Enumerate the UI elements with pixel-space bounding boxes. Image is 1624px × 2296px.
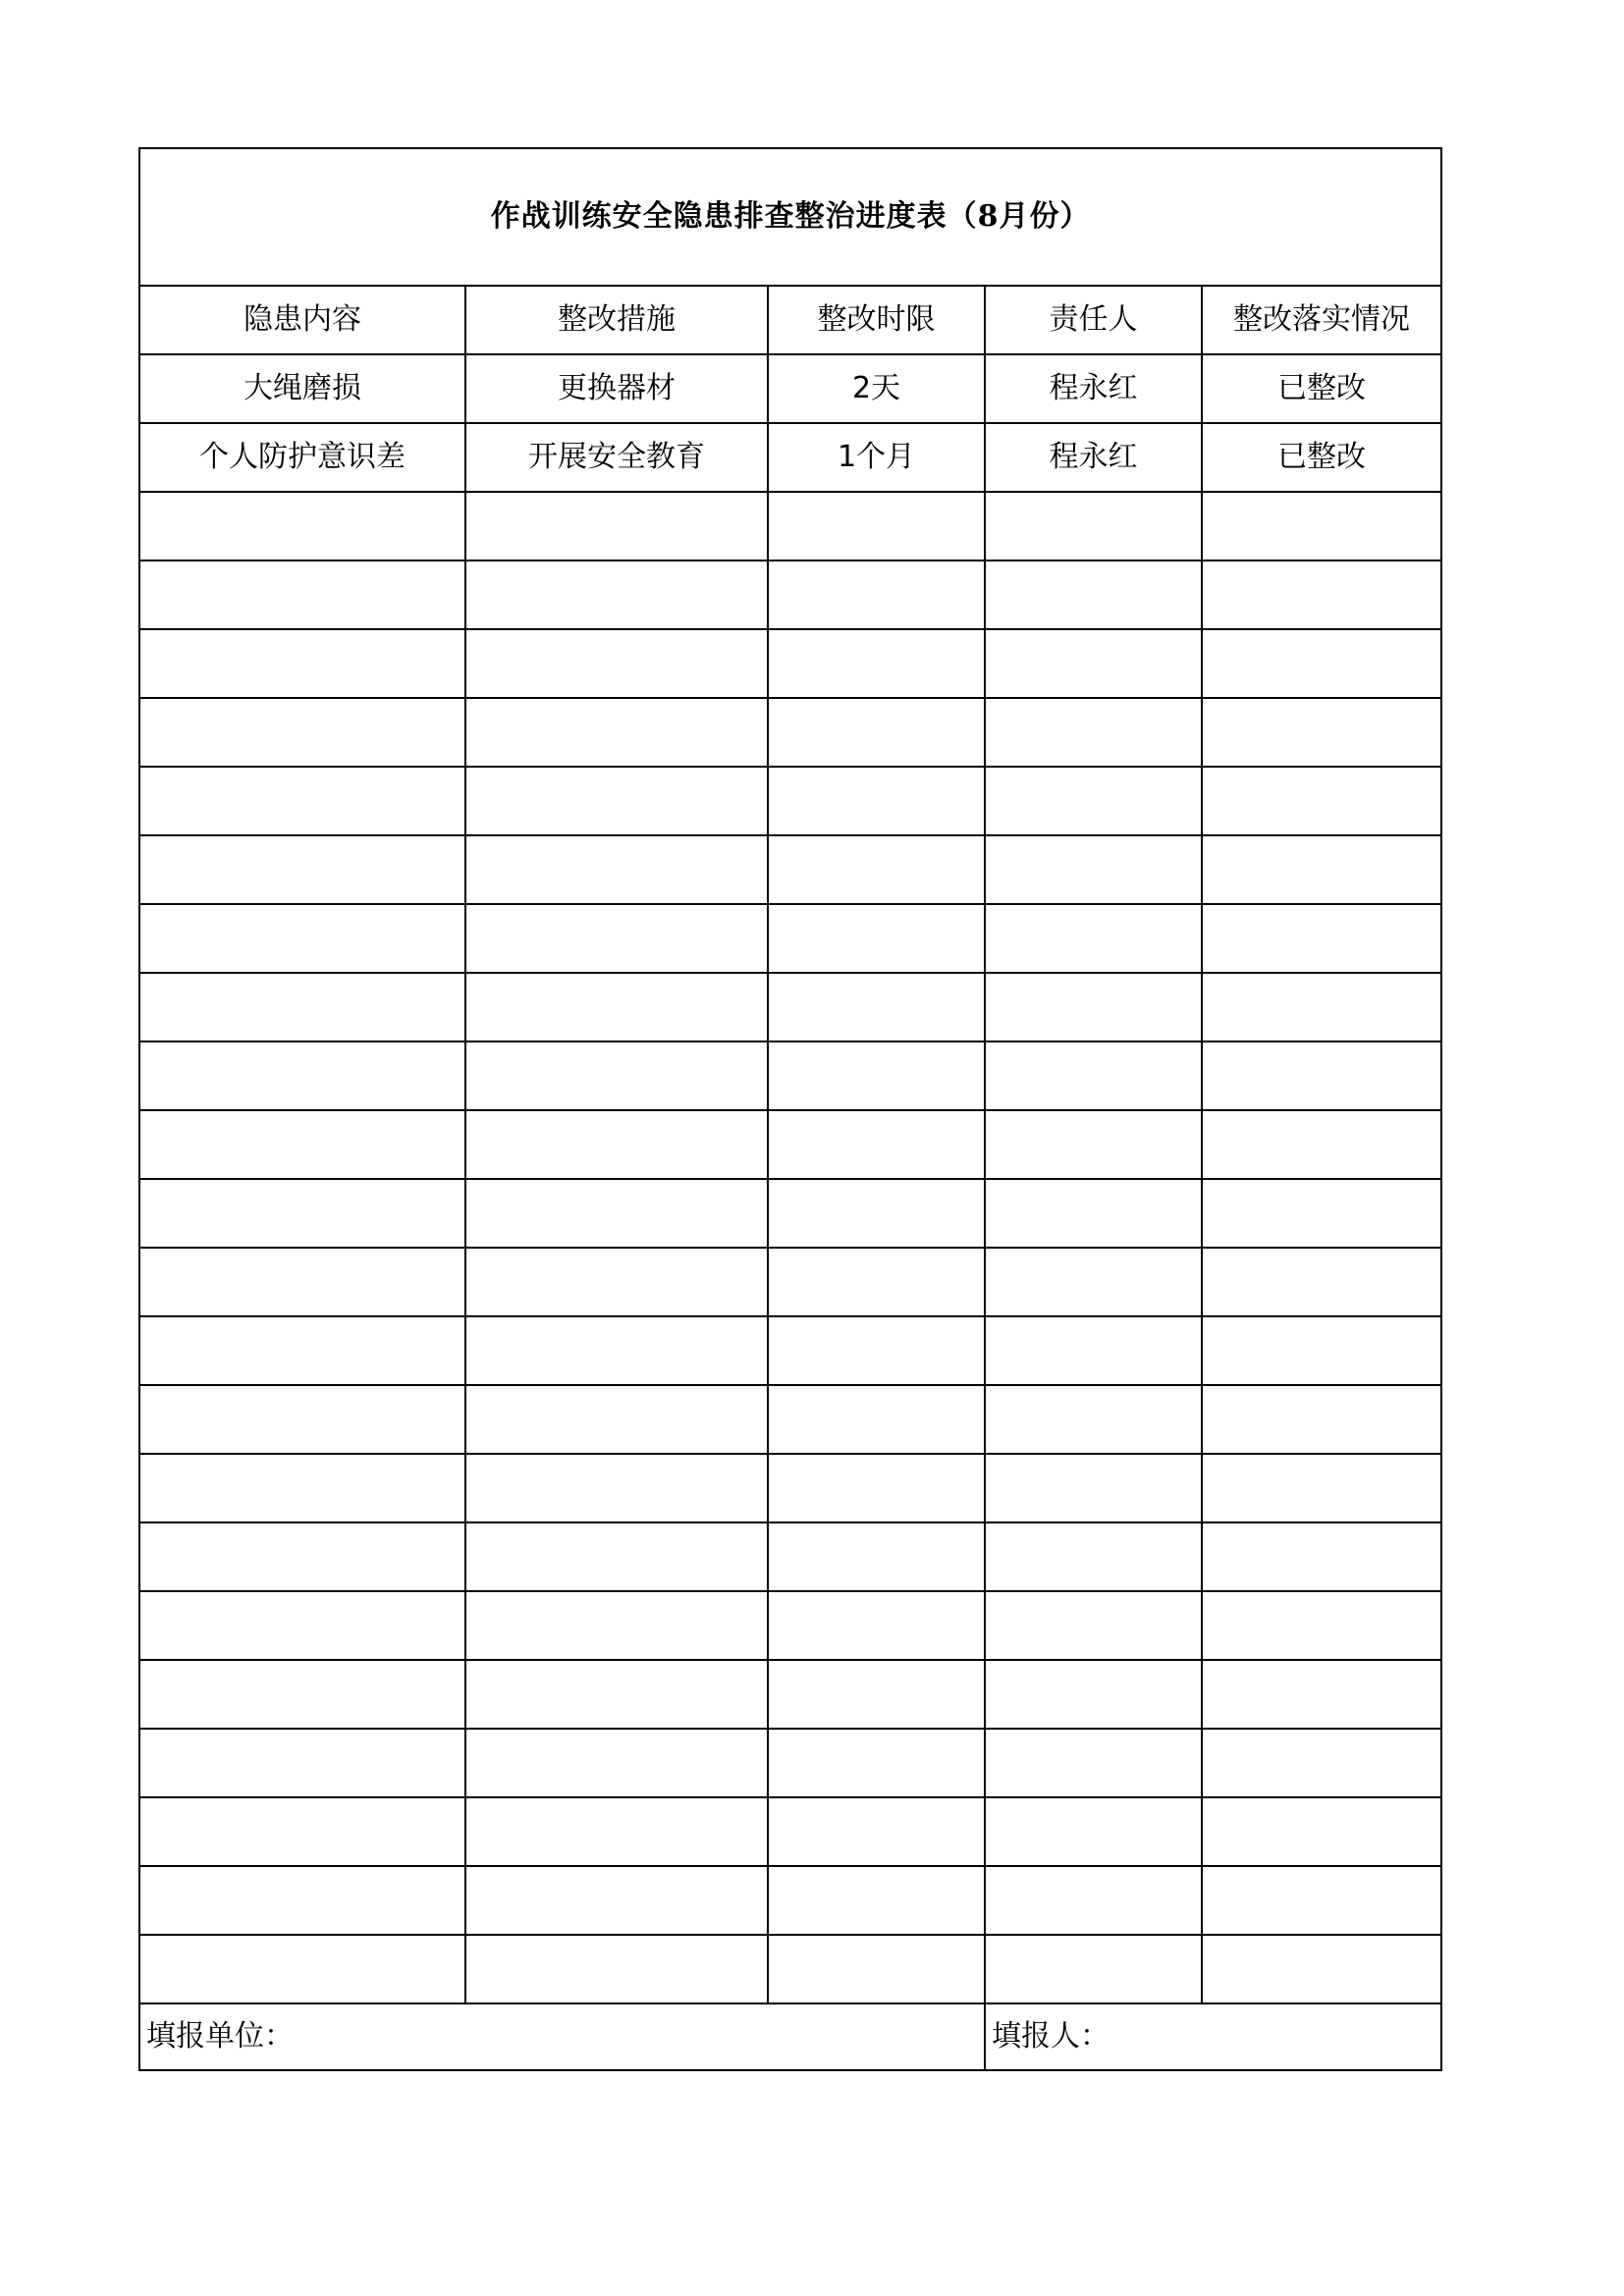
table-cell	[139, 1316, 465, 1385]
table-row	[139, 354, 1441, 423]
sheet-title: 作战训练安全隐患排查整治进度表（8月份）	[139, 148, 1441, 286]
table-cell	[465, 1248, 768, 1316]
table-cell	[1202, 904, 1441, 973]
table-cell	[1202, 1248, 1441, 1316]
table-cell	[139, 492, 465, 561]
table-cell	[1202, 1591, 1441, 1660]
table-cell	[985, 629, 1202, 698]
table-row	[139, 1041, 1441, 1110]
table-cell	[465, 973, 768, 1041]
table-cell	[985, 1797, 1202, 1866]
table-cell	[1202, 1316, 1441, 1385]
table-cell	[465, 629, 768, 698]
table-cell	[465, 904, 768, 973]
table-cell	[768, 629, 985, 698]
table-cell	[985, 561, 1202, 629]
table-cell	[985, 1591, 1202, 1660]
table-cell	[139, 1385, 465, 1454]
table-cell	[768, 767, 985, 835]
table-row	[139, 1729, 1441, 1797]
table-cell	[465, 1179, 768, 1248]
table-cell	[465, 1797, 768, 1866]
table-cell	[985, 1179, 1202, 1248]
table-cell	[985, 1110, 1202, 1179]
table-cell	[465, 1729, 768, 1797]
table-cell	[768, 698, 985, 767]
table-cell	[139, 1935, 465, 2003]
table-cell	[1202, 973, 1441, 1041]
table-row	[139, 1591, 1441, 1660]
hazard-table	[138, 147, 1442, 2071]
table-row	[139, 561, 1441, 629]
table-cell	[1202, 767, 1441, 835]
table-cell	[139, 1729, 465, 1797]
table-cell	[139, 1110, 465, 1179]
column-header: 责任人	[985, 286, 1202, 354]
table-cell	[1202, 1041, 1441, 1110]
table-cell	[985, 1316, 1202, 1385]
table-cell	[139, 1041, 465, 1110]
table-cell: 个人防护意识差	[139, 423, 465, 492]
table-cell	[1202, 835, 1441, 904]
table-cell	[1202, 1385, 1441, 1454]
table-cell: 程永红	[985, 354, 1202, 423]
table-row	[139, 629, 1441, 698]
table-cell	[139, 835, 465, 904]
table-cell	[139, 1454, 465, 1522]
table-cell	[768, 1522, 985, 1591]
table-row	[139, 423, 1441, 492]
table-cell	[465, 1110, 768, 1179]
table-cell	[985, 1248, 1202, 1316]
table-row	[139, 835, 1441, 904]
table-cell	[768, 1248, 985, 1316]
table-cell	[139, 1179, 465, 1248]
table-row	[139, 973, 1441, 1041]
table-row	[139, 767, 1441, 835]
table-row	[139, 1454, 1441, 1522]
table-cell	[465, 1316, 768, 1385]
table-row	[139, 492, 1441, 561]
table-row	[139, 1797, 1441, 1866]
table-cell	[768, 1454, 985, 1522]
table-cell	[1202, 1110, 1441, 1179]
table-cell	[139, 767, 465, 835]
table-cell	[1202, 629, 1441, 698]
table-cell	[465, 1522, 768, 1591]
table-cell	[465, 698, 768, 767]
table-row	[139, 1385, 1441, 1454]
table-row	[139, 1316, 1441, 1385]
table-cell	[465, 1041, 768, 1110]
table-cell	[985, 1935, 1202, 2003]
table-cell	[1202, 1729, 1441, 1797]
table-cell	[768, 835, 985, 904]
table-cell	[465, 1454, 768, 1522]
table-cell	[1202, 698, 1441, 767]
table-cell	[465, 1935, 768, 2003]
table-cell: 已整改	[1202, 354, 1441, 423]
table-cell	[985, 1385, 1202, 1454]
table-cell	[139, 973, 465, 1041]
table-cell: 2天	[768, 354, 985, 423]
table-cell	[768, 1866, 985, 1935]
table-cell	[1202, 1660, 1441, 1729]
header-row	[139, 286, 1441, 354]
table-cell	[465, 1591, 768, 1660]
table-cell	[985, 1041, 1202, 1110]
table-cell	[985, 904, 1202, 973]
table-row	[139, 1522, 1441, 1591]
table-cell	[465, 1660, 768, 1729]
table-cell	[768, 904, 985, 973]
table-cell	[985, 1522, 1202, 1591]
table-cell	[139, 1866, 465, 1935]
table-cell	[768, 561, 985, 629]
table-cell	[768, 492, 985, 561]
table-cell	[768, 1660, 985, 1729]
table-cell	[1202, 561, 1441, 629]
table-cell	[985, 1660, 1202, 1729]
report-unit-label: 填报单位：	[139, 2003, 985, 2070]
table-cell: 大绳磨损	[139, 354, 465, 423]
table-cell	[139, 629, 465, 698]
table-row	[139, 1179, 1441, 1248]
reporter-label: 填报人：	[985, 2003, 1441, 2070]
table-cell	[465, 767, 768, 835]
table-cell	[139, 1522, 465, 1591]
table-cell	[985, 835, 1202, 904]
table-cell	[768, 1935, 985, 2003]
table-cell	[465, 1866, 768, 1935]
table-cell	[768, 1385, 985, 1454]
table-cell	[139, 698, 465, 767]
table-cell	[1202, 1522, 1441, 1591]
table-cell	[768, 1110, 985, 1179]
table-row	[139, 1248, 1441, 1316]
table-row	[139, 698, 1441, 767]
table-cell	[768, 1316, 985, 1385]
table-cell	[139, 561, 465, 629]
table-cell: 程永红	[985, 423, 1202, 492]
table-cell	[985, 973, 1202, 1041]
table-cell	[768, 1729, 985, 1797]
table-cell	[139, 1591, 465, 1660]
progress-sheet	[138, 147, 1440, 2071]
table-cell	[768, 1179, 985, 1248]
table-cell	[465, 1385, 768, 1454]
table-row	[139, 1110, 1441, 1179]
footer-row	[139, 2003, 1441, 2070]
column-header: 整改落实情况	[1202, 286, 1441, 354]
table-row	[139, 904, 1441, 973]
table-cell	[1202, 492, 1441, 561]
table-cell	[465, 561, 768, 629]
table-cell	[985, 1729, 1202, 1797]
table-cell	[768, 973, 985, 1041]
table-row	[139, 1660, 1441, 1729]
table-cell: 已整改	[1202, 423, 1441, 492]
table-cell: 更换器材	[465, 354, 768, 423]
table-cell	[1202, 1866, 1441, 1935]
table-cell	[465, 492, 768, 561]
table-cell	[465, 835, 768, 904]
table-cell	[985, 492, 1202, 561]
table-cell	[985, 767, 1202, 835]
table-cell: 开展安全教育	[465, 423, 768, 492]
table-cell	[1202, 1179, 1441, 1248]
table-cell: 1个月	[768, 423, 985, 492]
table-cell	[1202, 1454, 1441, 1522]
table-cell	[768, 1797, 985, 1866]
table-cell	[1202, 1935, 1441, 2003]
table-cell	[139, 1797, 465, 1866]
table-cell	[139, 904, 465, 973]
table-cell	[1202, 1797, 1441, 1866]
table-row	[139, 1866, 1441, 1935]
table-cell	[985, 1866, 1202, 1935]
table-cell	[768, 1041, 985, 1110]
table-cell	[985, 1454, 1202, 1522]
table-cell	[985, 698, 1202, 767]
table-cell	[139, 1660, 465, 1729]
column-header: 整改时限	[768, 286, 985, 354]
table-row	[139, 1935, 1441, 2003]
column-header: 整改措施	[465, 286, 768, 354]
table-cell	[768, 1591, 985, 1660]
table-cell	[139, 1248, 465, 1316]
column-header: 隐患内容	[139, 286, 465, 354]
